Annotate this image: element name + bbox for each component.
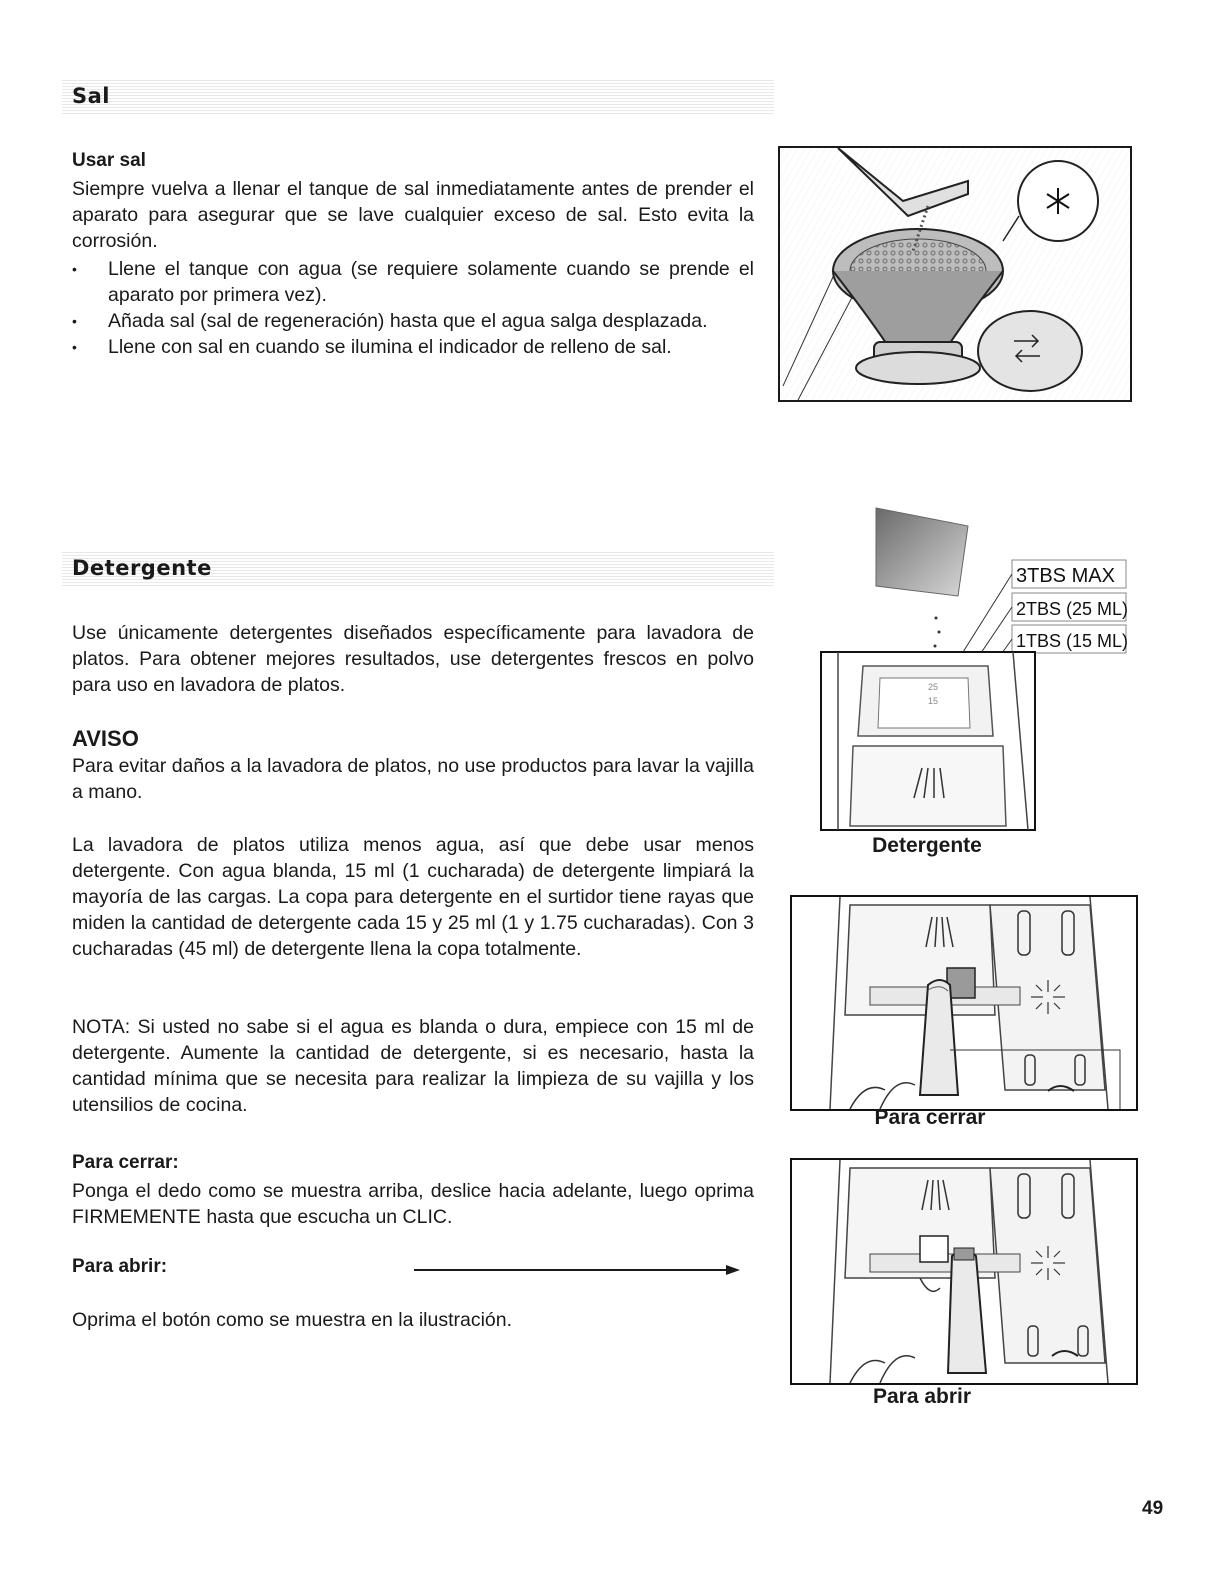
cup-mark-15: 15 — [928, 696, 939, 706]
cup-mark-25: 25 — [928, 682, 939, 692]
close-lid-illustration — [790, 895, 1138, 1111]
page-number: 49 — [1142, 1498, 1164, 1519]
sal-bullet-list — [72, 256, 754, 360]
section-title-detergente: Detergente — [72, 556, 212, 580]
label-1tbs: 1TBS (15 ML) — [1016, 631, 1129, 651]
aviso-text: Para evitar daños a la lavadora de platos, no use productos para lavar la vajilla a mano. — [72, 755, 754, 803]
caption-detergente: Detergente — [872, 834, 982, 857]
subheading-usar-sal: Usar sal — [72, 150, 146, 171]
caption-para-cerrar: Para cerrar — [874, 1106, 986, 1129]
para-cerrar-text: Ponga el dedo como se muestra arriba, deslice hacia adelante, luego oprima FIRMEMENTE hasta que escucha un CLIC. — [72, 1180, 754, 1228]
label-3tbs-max: 3TBS MAX — [1016, 565, 1115, 587]
list-item: • Llene el tanque con agua (se requiere solamente cuando se prende el aparato por primera vez). — [72, 256, 754, 308]
open-lid-illustration — [790, 1158, 1138, 1385]
arrow-right-icon — [410, 1262, 742, 1278]
salt-funnel-illustration — [778, 146, 1132, 402]
label-2tbs: 2TBS (25 ML) — [1016, 599, 1129, 619]
para-abrir-heading: Para abrir: — [72, 1256, 168, 1277]
detergent-dispenser-illustration — [818, 506, 1133, 836]
sal-intro: Siempre vuelva a llenar el tanque de sal inmediatamente antes de prender el aparato para asegurar que se lave cualquier exceso de sal. Esto evita la corrosión. — [72, 178, 754, 252]
para-cerrar-heading: Para cerrar: — [72, 1152, 179, 1173]
aviso-heading: AVISO — [72, 726, 139, 751]
detergente-intro: Use únicamente detergentes diseñados específicamente para lavadora de platos. Para obtener mejores resultados, use detergentes frescos en polvo para uso en lavadora de platos. — [72, 622, 754, 696]
detergente-paragraph: La lavadora de platos utiliza menos agua, así que debe usar menos detergente. Con agua blanda, 15 ml (1 cucharada) de detergente limpiará la mayoría de las cargas. La copa para detergente en el surtidor tiene rayas que miden la cantidad de detergente cada 15 y 25 ml (1 y 1.75 cucharadas). Con 3 cucharadas (45 ml) de detergente llena la copa totalmente. — [72, 834, 754, 960]
nota-paragraph: NOTA: Si usted no sabe si el agua es blanda o dura, empiece con 15 ml de detergente. Aumente la cantidad de detergente, si es necesario, hasta la cantidad mínima que se necesita para realizar la limpieza de su vajilla y los utensilios de cocina. — [72, 1016, 754, 1116]
section-band-sal — [62, 78, 774, 114]
para-abrir-text: Oprima el botón como se muestra en la ilustración. — [72, 1309, 513, 1331]
section-title-sal: Sal — [72, 84, 110, 108]
list-item: • Llene con sal en cuando se ilumina el indicador de relleno de sal. — [72, 334, 754, 360]
list-item: • Añada sal (sal de regeneración) hasta que el agua salga desplazada. — [72, 308, 754, 334]
caption-para-abrir: Para abrir — [872, 1385, 972, 1408]
